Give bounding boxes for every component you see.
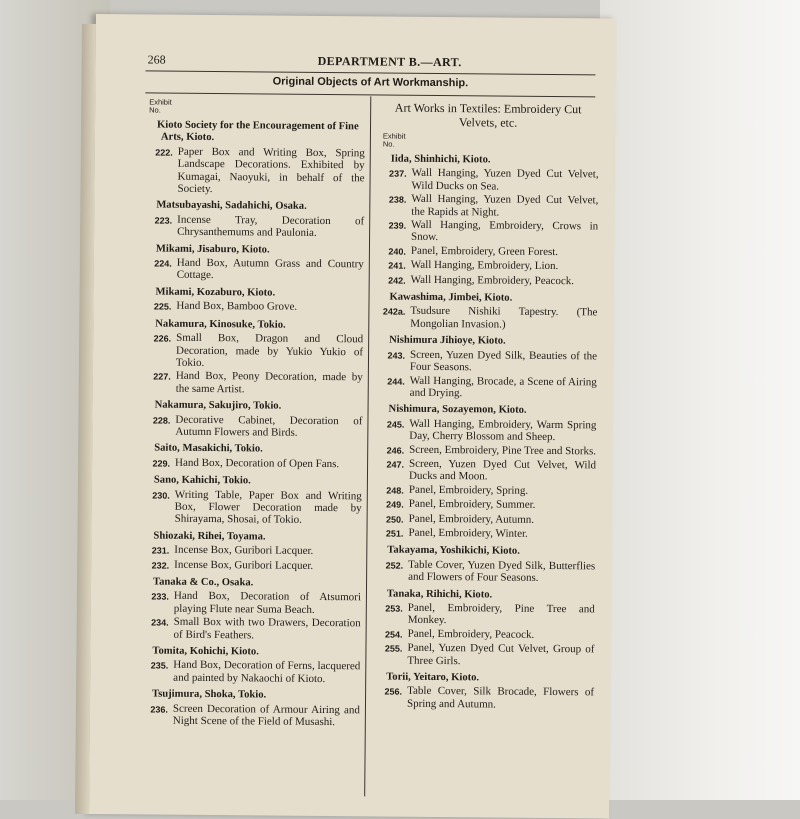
exhibit-number: 241. (388, 260, 406, 271)
exhibit-description: Decorative Cabinet, Decoration of Autumn Flowers and Birds. (175, 413, 363, 439)
exhibit-description: Wall Hanging, Yuzen Dyed Cut Velvet, Wild Ducks on Sea. (411, 167, 599, 193)
exhibit-number: 233. (151, 591, 169, 603)
exhibit-item (373, 601, 595, 628)
exhibit-item (140, 488, 362, 527)
exhibit-item (375, 305, 597, 332)
exhibit-item (376, 259, 598, 274)
exhibit-description: Hand Box, Bamboo Grove. (176, 299, 298, 314)
exhibit-item (372, 642, 594, 669)
exhibit-description: Table Cover, Yuzen Dyed Silk, Butterflies and Flowers of Four Seasons. (408, 558, 596, 585)
exhibit-item (138, 659, 360, 686)
exhibit-number: 239. (388, 220, 407, 231)
exhibitor-name: Torii, Yeitaro, Kioto. (386, 671, 480, 684)
exhibitor-name: Tomita, Kohichi, Kioto. (152, 645, 259, 658)
exhibit-number: 242. (388, 275, 406, 286)
left-column (138, 98, 365, 728)
exhibit-description: Small Box with two Drawers, Decoration of Bird's Feathers. (173, 615, 361, 642)
exhibitor-entry (375, 335, 598, 401)
exhibitor-entry (142, 119, 365, 196)
exhibit-number: 231. (151, 545, 170, 556)
exhibit-item (372, 685, 594, 712)
exhibitor-name: Mikami, Kozaburo, Kioto. (155, 286, 276, 299)
exhibit-item (374, 417, 596, 444)
exhibit-item (138, 702, 360, 729)
column-divider (364, 96, 371, 796)
exhibit-description: Table Cover, Silk Brocade, Flowers of Spring and Autumn. (406, 685, 595, 711)
exhibit-number: 251. (385, 528, 404, 539)
exhibit-number: 222. (155, 147, 173, 158)
exhibit-number: 237. (389, 168, 407, 180)
exhibitor-entry (372, 671, 594, 711)
exhibit-item (142, 256, 364, 283)
exhibit-description: Paper Box and Writing Box, Spring Landscape Decorations. Exhibited by Kumagai, Naoyuki, in behalf of the Society. (177, 145, 365, 196)
exhibit-number: 234. (151, 617, 169, 628)
exhibitor-entry (139, 530, 361, 573)
exhibit-item (141, 332, 363, 371)
exhibitor-entry (139, 576, 362, 642)
exhibit-item (373, 526, 595, 541)
exhibit-description: Hand Box, Decoration of Open Fans. (175, 456, 340, 470)
exhibit-item (373, 627, 595, 642)
exhibit-description: Incense Box, Guribori Lacquer. (174, 543, 314, 558)
exhibit-number: 256. (384, 686, 403, 698)
exhibit-item (375, 348, 597, 375)
exhibit-description: Panel, Embroidery, Spring. (408, 483, 529, 497)
exhibitor-entry (376, 153, 599, 288)
exhibit-number: 255. (384, 643, 403, 654)
exhibit-description: Panel, Embroidery, Green Forest. (410, 244, 559, 258)
exhibitor-name: Tanaka & Co., Osaka. (152, 576, 254, 589)
exhibitor-entry (142, 243, 364, 283)
exhibit-description: Wall Hanging, Embroidery, Peacock. (410, 273, 575, 287)
exhibit-label-line1: Exhibit (149, 97, 172, 107)
exhibit-number: 232. (151, 560, 170, 571)
exhibitor-name: Kawashima, Jimbei, Kioto. (389, 291, 513, 304)
exhibitor-name: Iida, Shinhichi, Kioto. (390, 153, 491, 166)
exhibitor-entry (141, 286, 363, 315)
exhibitor-entry (373, 545, 595, 585)
exhibit-description: Panel, Embroidery, Autumn. (408, 512, 535, 526)
exhibit-number: 244. (387, 376, 405, 387)
section-title: Art Works in Textiles: Embroidery Cut Velvets, etc. (394, 100, 582, 130)
exhibit-item (374, 443, 596, 458)
exhibitor-name: Nakamura, Sakujiro, Tokio. (154, 399, 282, 412)
exhibit-item (140, 456, 362, 471)
page-number: 268 (147, 52, 166, 67)
exhibit-description: Panel, Embroidery, Summer. (408, 497, 536, 512)
exhibitor-name: Tanaka, Rihichi, Kioto. (386, 588, 493, 601)
book-page (89, 14, 616, 819)
exhibit-description: Writing Table, Paper Box and Writing Box, Flower Decoration made by Shirayama, Shosai, of Tokio. (174, 488, 362, 527)
exhibit-item (374, 512, 596, 527)
exhibit-number: 223. (154, 215, 173, 226)
exhibitor-entry (373, 404, 596, 542)
exhibit-item (142, 213, 364, 240)
exhibit-number: 243. (387, 350, 406, 361)
exhibit-description: Small Box, Dragon and Cloud Decoration, made by Yukio Yukio of Tokio. (175, 331, 364, 369)
exhibit-description: Panel, Embroidery, Peacock. (407, 627, 535, 641)
exhibit-number: 245. (386, 419, 405, 430)
exhibitor-entry (140, 475, 362, 528)
exhibitor-entry (372, 588, 595, 668)
exhibit-description: Screen, Yuzen Dyed Cut Velvet, Wild Ducks and Moon. (408, 457, 597, 483)
exhibitor-entry (140, 400, 362, 440)
exhibit-item (141, 300, 363, 315)
exhibit-number: 235. (150, 660, 169, 672)
exhibit-number-label (383, 133, 599, 151)
exhibit-number: 254. (385, 629, 403, 640)
exhibit-item (139, 558, 361, 573)
exhibit-number: 249. (386, 499, 404, 510)
exhibit-item (374, 457, 596, 484)
exhibitor-name: Sano, Kahichi, Tokio. (153, 474, 251, 487)
exhibit-number: 238. (388, 194, 407, 205)
exhibit-item (374, 483, 596, 498)
exhibit-description: Panel, Embroidery, Pine Tree and Monkey. (407, 601, 595, 627)
exhibit-number: 224. (154, 258, 172, 269)
exhibit-number: 250. (386, 514, 404, 525)
exhibit-description: Wall Hanging, Brocade, a Scene of Airing and Drying. (409, 374, 597, 400)
exhibit-description: Incense Tray, Decoration of Chrysanthemums and Paulonia. (177, 213, 365, 240)
page-subheader: Original Objects of Art Workmanship. (272, 75, 469, 90)
exhibit-item (374, 498, 596, 513)
exhibit-number: 242a. (382, 306, 406, 318)
exhibitor-name: Nakamura, Kinosuke, Tokio. (155, 318, 286, 331)
exhibit-number: 253. (385, 603, 403, 614)
exhibitor-name: Nishimura, Sozayemon, Kioto. (388, 403, 527, 417)
exhibit-number: 228. (152, 415, 171, 426)
exhibit-description: Hand Box, Decoration of Atsumori playing Flute near Suma Beach. (173, 590, 361, 616)
page-header: DEPARTMENT B.—ART. (317, 53, 462, 70)
exhibit-description: Wall Hanging, Embroidery, Warm Spring Day, Cherry Blossom and Sheep. (409, 417, 597, 444)
exhibitor-name: Kioto Society for the Encouragement of Fine Arts, Kioto. (156, 119, 359, 144)
exhibitor-entry (138, 689, 360, 729)
exhibitor-name: Takayama, Yoshikichi, Kioto. (387, 544, 520, 558)
exhibit-number: 236. (150, 704, 168, 715)
exhibitor-name: Nishimura Jihioye, Kioto. (389, 334, 506, 347)
exhibit-number: 252. (385, 560, 404, 571)
exhibitor-name: Saito, Masakichi, Tokio. (154, 442, 263, 455)
exhibit-description: Hand Box, Decoration of Ferns, lacquered and painted by Nakaochi of Kioto. (173, 659, 361, 685)
background-right (600, 0, 800, 800)
exhibit-description: Incense Box, Guribori Lacquer. (174, 558, 314, 572)
exhibit-label-line2: No. (149, 105, 161, 115)
exhibit-number-label (149, 98, 365, 116)
exhibit-item (140, 413, 362, 440)
exhibit-description: Wall Hanging, Embroidery, Lion. (410, 259, 559, 273)
exhibit-item (375, 374, 597, 401)
exhibit-number: 227. (153, 371, 171, 382)
exhibit-number: 229. (152, 458, 171, 469)
exhibit-label-line1: Exhibit (382, 131, 406, 141)
right-column (372, 100, 599, 711)
exhibit-item (376, 273, 598, 288)
exhibit-description: Wall Hanging, Embroidery, Crows in Snow. (411, 218, 599, 244)
exhibit-item (376, 218, 598, 245)
exhibit-item (373, 558, 595, 585)
exhibitor-name: Matsubayashi, Sadahichi, Osaka. (156, 199, 307, 213)
exhibit-description: Hand Box, Autumn Grass and Country Cottage. (176, 256, 364, 282)
exhibit-number: 230. (152, 490, 170, 501)
exhibit-description: Screen, Embroidery, Pine Tree and Storks. (409, 443, 597, 457)
exhibitor-name: Tsujimura, Shoka, Tokio. (152, 688, 267, 701)
exhibit-description: Wall Hanging, Yuzen Dyed Cut Velvet, the Rapids at Night. (411, 192, 599, 219)
exhibitor-entry (140, 443, 362, 472)
exhibitor-entry (142, 200, 364, 240)
exhibit-item (141, 370, 363, 397)
exhibit-item (376, 167, 598, 194)
exhibit-description: Tsudsure Nishiki Tapestry. (The Mongolian Invasion.) (410, 305, 598, 331)
exhibit-item (142, 145, 364, 197)
exhibitor-entry (138, 645, 360, 685)
exhibit-description: Panel, Embroidery, Winter. (408, 526, 528, 540)
exhibit-description: Panel, Yuzen Dyed Cut Velvet, Group of Three Girls. (407, 641, 595, 667)
exhibit-label-line2: No. (382, 139, 395, 149)
exhibit-number: 247. (386, 459, 405, 470)
exhibit-item (376, 244, 598, 259)
exhibit-description: Hand Box, Peony Decoration, made by the same Artist. (175, 370, 363, 396)
exhibitor-entry (375, 292, 597, 332)
exhibit-number: 226. (153, 333, 172, 344)
exhibit-item (139, 544, 361, 559)
exhibit-number: 248. (386, 485, 404, 496)
exhibitor-name: Shiozaki, Rihei, Toyama. (153, 530, 266, 543)
exhibit-number: 246. (386, 445, 405, 456)
exhibit-description: Screen Decoration of Armour Airing and Night Scene of the Field of Musashi. (172, 702, 360, 729)
exhibitor-entry (141, 318, 364, 396)
exhibit-item (139, 590, 361, 617)
exhibit-description: Screen, Yuzen Dyed Silk, Beauties of the Four Seasons. (409, 348, 598, 374)
exhibitor-name: Mikami, Jisaburo, Kioto. (155, 243, 270, 256)
exhibit-item (376, 193, 598, 220)
exhibit-number: 240. (388, 246, 406, 257)
exhibit-number: 225. (153, 301, 172, 312)
exhibit-item (139, 616, 361, 643)
